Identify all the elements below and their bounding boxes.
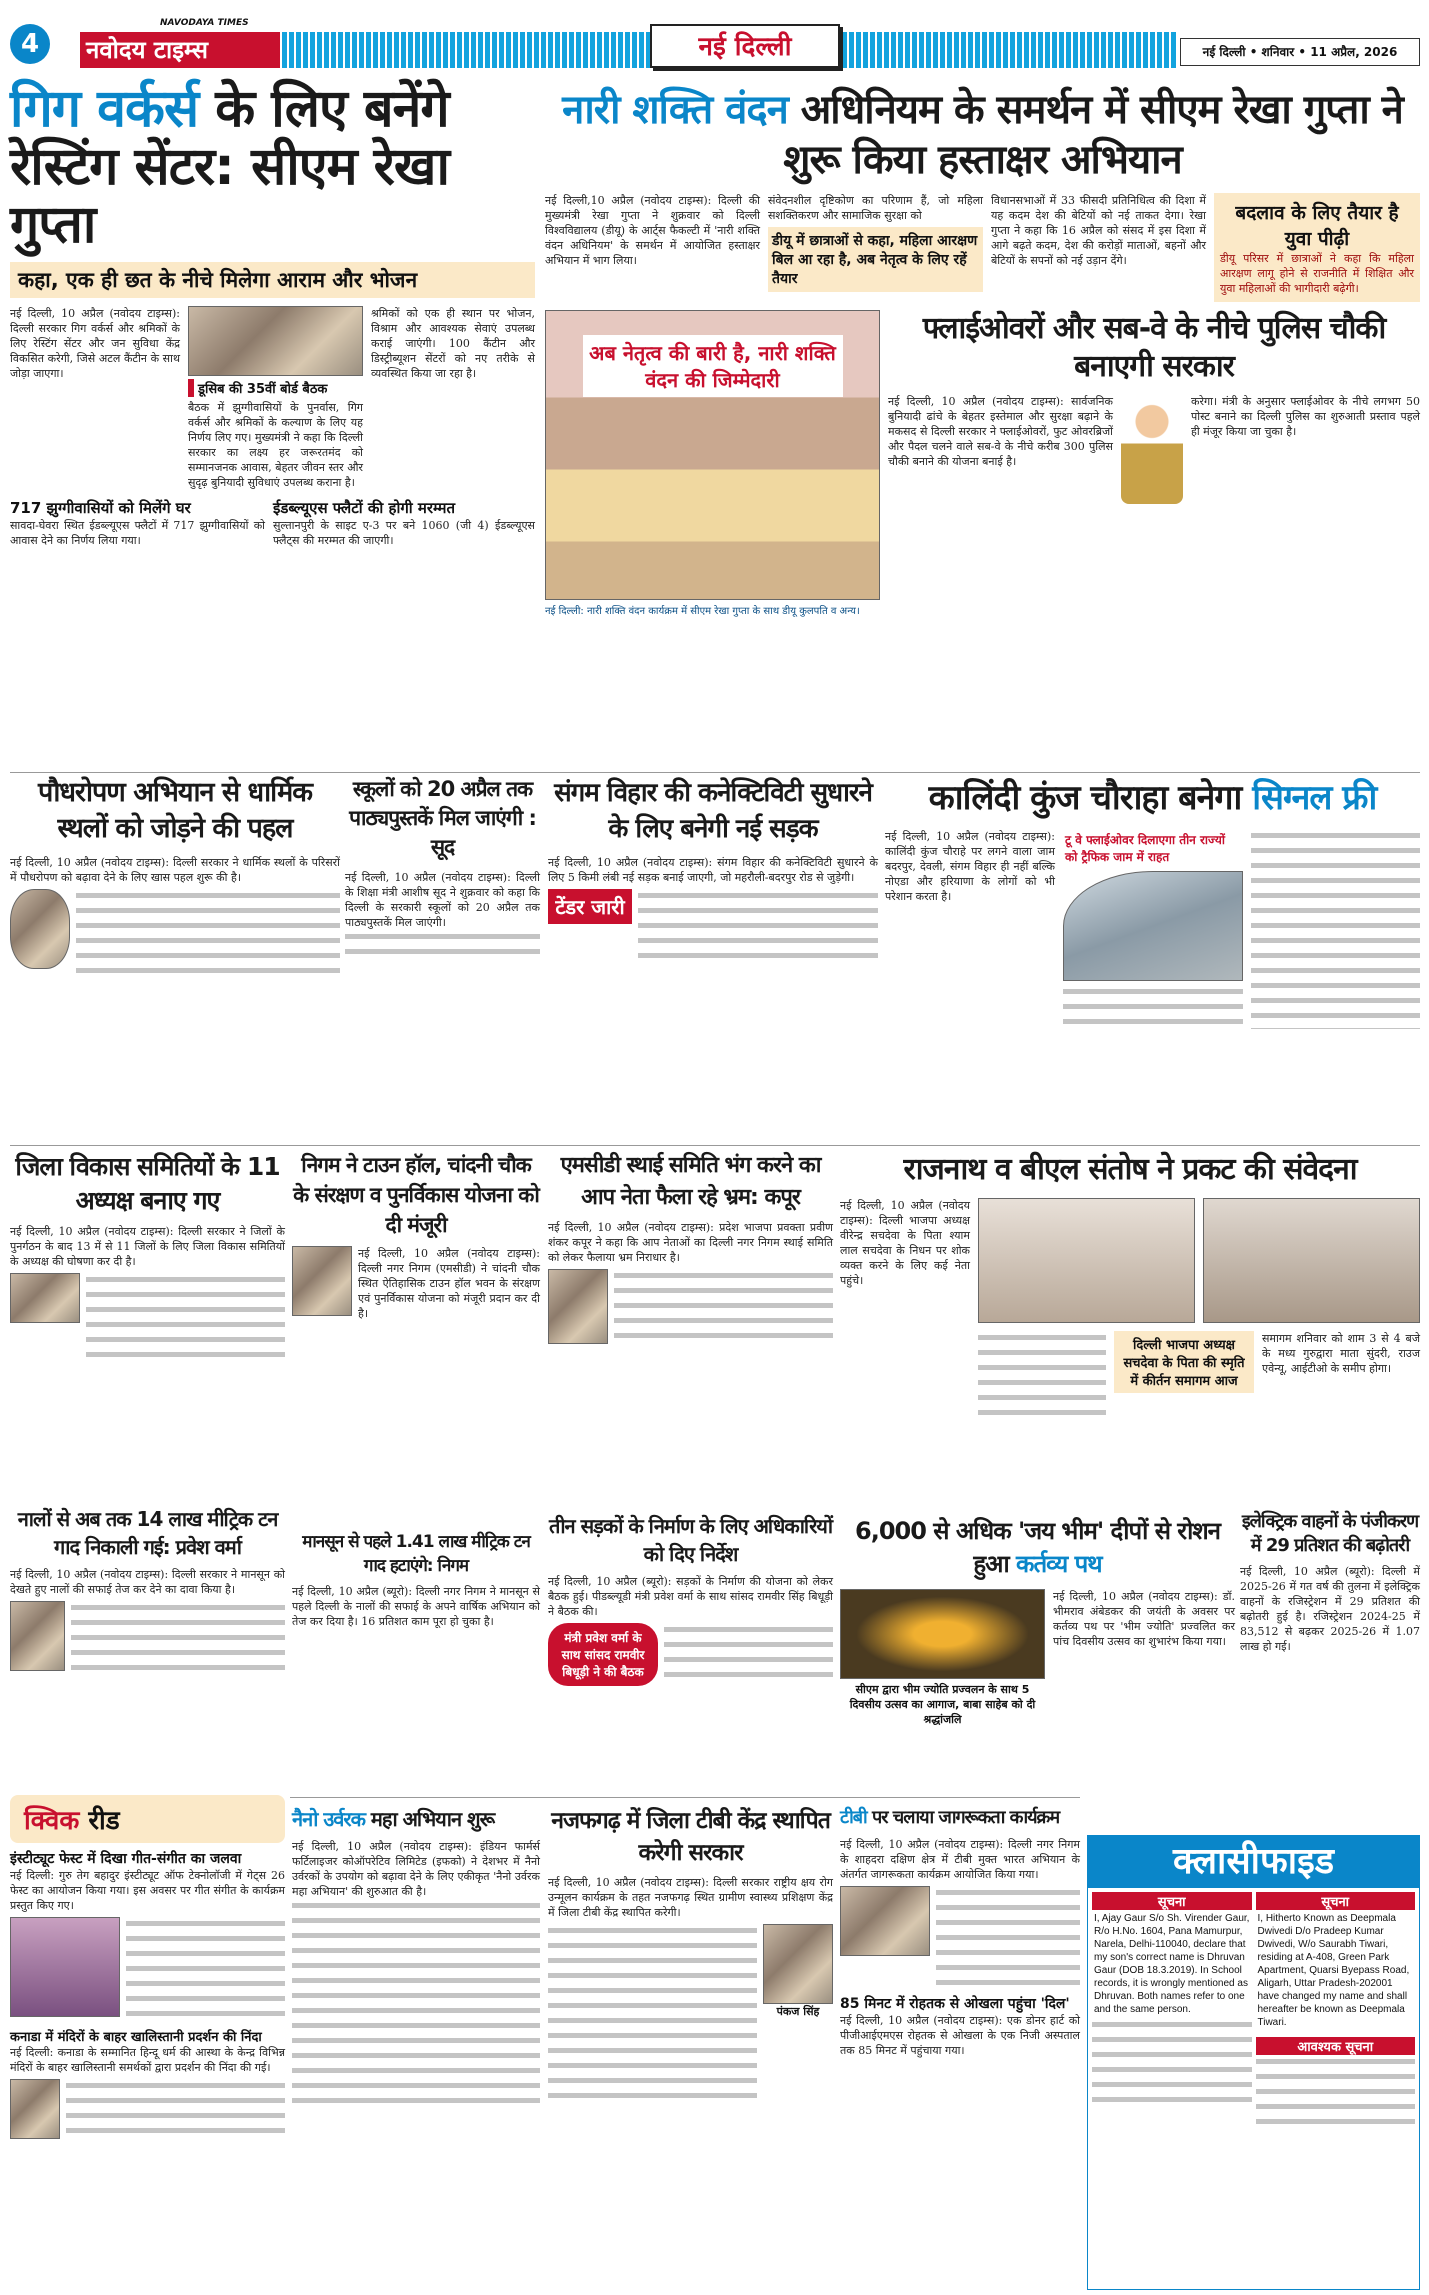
headline: निगम ने टाउन हॉल, चांदनी चौक के संरक्षण व पुनर्विकास योजना को दी मंजूरी	[293, 1153, 539, 1237]
lead-text: नई दिल्ली, 10 अप्रैल (नवोदय टाइम्स): डॉ. भीमराव अंबेडकर की जयंती के अवसर पर कर्तव्य पथ पर 'भीम ज्योति' प्रज्वलित कर पांच दिवसीय उत्सव का शुभारंभ किया गया।	[1053, 1590, 1235, 1648]
tag-label: डूसिब की 35वीं बोर्ड बैठक	[188, 379, 363, 397]
portrait-photo	[10, 2079, 60, 2139]
headline-text: पर चलाया जागरूकता कार्यक्रम	[866, 1807, 1060, 1828]
headline: राजनाथ व बीएल संतोष ने प्रकट की संवेदना	[903, 1152, 1357, 1187]
inset-caption: सीएम द्वारा भीम ज्योति प्रज्वलन के साथ 5 दिवसीय उत्सव का आगाज, बाबा साहेब को दी श्रद्धांजलि	[849, 1683, 1036, 1726]
lead-text: नई दिल्ली,10 अप्रैल (नवोदय टाइम्स): दिल्ली की मुख्यमंत्री रेखा गुप्ता ने शुक्रवार को दिल्ली विश्वविद्यालय (डीयू) के आर्ट्स फैकल्टी में 'नारी शक्ति वंदन अधिनियम' के समर्थन में आयोजित हस्ताक्षर अभियान में भाग लिया।	[545, 194, 760, 267]
brand-logo: नवोदय टाइम्स	[80, 32, 280, 68]
dateline: नई दिल्ली • शनिवार • 11 अप्रैल, 2026	[1180, 38, 1420, 66]
lead-text: नई दिल्ली, 10 अप्रैल (नवोदय टाइम्स): दिल्ली सरकार ने धार्मिक स्थलों के परिसरों में पौधरोपण को बढ़ावा देने के लिए खास पहल शुरू की है।	[10, 856, 340, 884]
headline: फ्लाईओवरों और सब-वे के नीचे पुलिस चौकी बनाएगी सरकार	[922, 311, 1386, 384]
notice-text: I, Ajay Gaur S/o Sh. Virender Gaur, R/o H.No. 1604, Pana Mamurpur, Narela, Delhi-110040, declare that my son's correct name is Dhruvan Gaur (DOB 18.3.2019). In School records, it is wrongly mentioned as Dhruvan. Both names refer to one and the same person.	[1094, 1913, 1250, 2015]
minister-photo-block	[763, 1924, 833, 2019]
notice-text: I, Hitherto Known as Deepmala Dwivedi D/o Pradeep Kumar Dwivedi, W/o Saurabh Tiwari, residing at A-408, Green Park Apartment, Quarsi Byepass Road, Aligarh, Uttar Pradesh-202001 have changed my name and shall hereafter be known as Deepmala Tiwari.	[1257, 1913, 1410, 2028]
rajnath-right	[978, 1198, 1420, 1421]
body-text: बैठक में झुग्गीवासियों के पुनर्वास, गिग वर्कर्स और श्रमिकों के कल्याण के लिए यह निर्णय लिए गए। मुख्यमंत्री ने कहा कि दिल्ली सरकार का लक्ष्य हर जरूरतमंद को सम्मानजनक आवास, बेहतर जीवन स्तर और सुदृढ़ बुनियादी सुविधाएं उपलब्ध कराना है।	[188, 401, 363, 489]
kalindi-col2	[1063, 829, 1243, 1030]
headline	[840, 1805, 1080, 1831]
text-filler	[71, 1601, 285, 1676]
kalindi-col1	[885, 829, 1055, 904]
event-photo-block	[545, 310, 880, 617]
body-text: करेगा। मंत्री के अनुसार फ्लाईओवर के नीचे लगभग 50 पोस्ट बनाने का दिल्ली पुलिस का शुरुआती प्रस्ताव पहले ही मंजूर किया जा चुका है।	[1191, 395, 1420, 438]
text-filler	[614, 1269, 833, 1344]
article-nano-fertilizer	[292, 1805, 540, 2109]
photo-caption: पंकज सिंह	[776, 2005, 820, 2018]
notice-heading: सूचना	[1092, 1892, 1252, 1910]
body-text: श्रमिकों को एक ही स्थान पर भोजन, विश्राम और आवश्यक सेवाएं उपलब्ध कराई जाएंगी। 100 कैंटीन और डिस्ट्रीब्यूशन सेंटरों को नए तरीके से व्यवस्थित किया जा रहा है।	[371, 307, 535, 380]
article-kalindi-kunj	[885, 775, 1420, 1030]
subheadline: कहा, एक ही छत के नीचे मिलेगा आराम और भोजन	[10, 262, 535, 298]
lead-text: नई दिल्ली, 10 अप्रैल (नवोदय टाइम्स): दिल्ली भाजपा अध्यक्ष वीरेन्द्र सचदेवा के पिता श्याम लाल सचदेवा के निधन पर शोक व्यक्त करने के लिए कई नेता पहुंचे।	[840, 1199, 970, 1287]
headline-highlight: टीबी	[840, 1807, 867, 1828]
headline-text: के लिए बनेंगे रेस्टिंग सेंटर: सीएम रेखा गुप्ता	[10, 79, 449, 255]
headline: मानसून से पहले 1.41 लाख मीट्रिक टन गाद हटाएंगे: निगम	[302, 1532, 530, 1576]
lead-text: नई दिल्ली, 10 अप्रैल (नवोदय टाइम्स): प्रदेश भाजपा प्रवक्ता प्रवीण शंकर कपूर ने कहा कि आप नेताओं का दिल्ली नगर निगम स्थाई समिति को लेकर फैलाया भ्रम निराधार है।	[548, 1221, 833, 1264]
inset-meeting: मंत्री प्रवेश वर्मा के साथ सांसद रामवीर बिधूड़ी ने की बैठक	[548, 1623, 658, 1686]
flyover-col2	[1191, 394, 1420, 439]
quick-read-section	[10, 1795, 285, 2139]
lead-text: नई दिल्ली, 10 अप्रैल (नवोदय टाइम्स): संगम विहार की कनेक्टिविटी सुधारने के लिए 5 किमी लंबी नई सड़क बनाई जाएगी, जो महरौली-बदरपुर रोड से जुड़ेगी।	[548, 856, 878, 884]
lead-text: नई दिल्ली, 10 अप्रैल (ब्यूरो): दिल्ली नगर निगम ने मानसून से पहले दिल्ली के नालों की सफाई के अपने वार्षिक अभियान को तेज कर दिया है। 16 प्रतिशत काम पूरा हो चुका है।	[292, 1585, 540, 1628]
text-filler	[978, 1331, 1106, 1421]
condolence-photo-2	[1203, 1198, 1420, 1323]
headline-text: 6,000 से अधिक 'जय भीम' दीपों से रोशन हुआ	[855, 1517, 1220, 1578]
nari-col2	[768, 193, 983, 292]
classified-notice-2	[1256, 1892, 1416, 2125]
headline	[10, 80, 535, 254]
box-text: सावदा-घेवरा स्थित ईडब्ल्यूएस फ्लैटों में 717 झुग्गीवासियों को आवास देने का निर्णय लिया गया।	[10, 519, 265, 547]
article-district-committees	[10, 1150, 285, 1363]
text-filler	[638, 889, 878, 964]
jai-bhim-photo-block	[840, 1589, 1045, 1727]
lead-text: नई दिल्ली, 10 अप्रैल (नवोदय टाइम्स): दिल्ली नगर निगम (एमसीडी) ने चांदनी चौक स्थित ऐतिहासिक टाउन हॉल भवन के संरक्षण एवं पुनर्विकास योजना को मंजूरी प्रदान कर दी है।	[358, 1247, 540, 1320]
gig-col2	[188, 306, 363, 490]
lead-text: नई दिल्ली, 10 अप्रैल (नवोदय टाइम्स): दिल्ली सरकार गिग वर्कर्स और श्रमिकों के लिए रेस्टिंग सेंटर और जन सुविधा केंद्र विकसित करेगी, जिसे अटल कैंटीन के साथ जोड़ा जाएगा।	[10, 307, 180, 380]
lead-text: नई दिल्ली, 10 अप्रैल (नवोदय टाइम्स): दिल्ली सरकार ने मानसून को देखते हुए नालों की सफाई तेज कर देने का दावा किया है।	[10, 1568, 285, 1596]
text-filler	[292, 1899, 540, 2109]
lead-text: नई दिल्ली, 10 अप्रैल (नवोदय टाइम्स): दिल्ली सरकार राष्ट्रीय क्षय रोग उन्मूलन कार्यक्रम के तहत नजफगढ़ स्थित ग्रामीण स्वास्थ्य प्रशिक्षण केंद्र में जिला टीबी केंद्र स्थापित करेगी।	[548, 1876, 833, 1919]
inset-quote: टू वे फ्लाईओवर दिलाएगा तीन राज्यों को ट्रैफिक जाम में राहत	[1065, 833, 1225, 864]
headline-text: महा अभियान शुरू	[364, 1807, 495, 1831]
event-photo	[545, 310, 880, 600]
body-text: विधानसभाओं में 33 फीसदी प्रतिनिधित्व की दिशा में यह कदम देश की बेटियों को नई ताकत देगा। रेखा गुप्ता ने कहा कि 16 अप्रैल को संसद में इस दिशा में आगे बढ़ते कदम, देश की करोड़ों माताओं, बहनों और बेटियों के सपनों को नई उड़ान देंगे।	[991, 194, 1206, 267]
text-filler	[345, 930, 540, 960]
headline	[840, 1515, 1235, 1581]
classified-notice-1	[1092, 1892, 1252, 2125]
rajnath-col1	[840, 1198, 970, 1288]
sidebar-text: डीयू परिसर में छात्राओं ने कहा कि महिला आरक्षण लागू होने से राजनीति में शिक्षित और युवा महिलाओं की भागीदारी बढ़ेगी।	[1220, 252, 1414, 295]
headline: नालों से अब तक 14 लाख मीट्रिक टन गाद निकाली गई: प्रवेश वर्मा	[17, 1507, 278, 1559]
caption-text: नई दिल्ली: नारी शक्ति वंदन कार्यक्रम में सीएम रेखा गुप्ता के साथ डीयू कुलपति व अन्य।	[545, 606, 860, 617]
lead-text: नई दिल्ली, 10 अप्रैल (नवोदय टाइम्स): दिल्ली के शिक्षा मंत्री आशीष सूद ने शुक्रवार को कहा कि दिल्ली के सरकारी स्कूलों को 20 अप्रैल तक पाठ्यपुस्तकें मिल जाएंगी।	[345, 871, 540, 929]
photo-caption	[545, 603, 880, 617]
text-filler	[548, 1924, 757, 2104]
tender-badge: टेंडर जारी	[548, 889, 632, 924]
quick-item-title: कनाडा में मंदिरों के बाहर खालिस्तानी प्रदर्शन की निंदा	[10, 2030, 262, 2045]
box-ews	[273, 498, 535, 548]
quick-item-text: नई दिल्ली: गुरु तेग बहादुर इंस्टीट्यूट ऑफ टेक्नोलॉजी में गेट्स 26 फेस्ट का आयोजन किया गया। इस अवसर पर गीत संगीत के कार्यक्रम प्रस्तुत किए गए।	[10, 1869, 285, 1912]
masthead	[0, 0, 1429, 75]
subarticle-title: 85 मिनट में रोहतक से ओखला पहुंचा 'दिल'	[840, 1996, 1070, 2012]
headline-text: कालिंदी कुंज चौराहा बनेगा	[928, 778, 1253, 818]
lead-text: नई दिल्ली, 10 अप्रैल (नवोदय टाइम्स): इंडियन फार्मर्स फर्टिलाइजर कोऑपरेटिव लिमिटेड (इफको) ने देशभर में नैनो उर्वरकों के उपयोग को बढ़ावा देने के लिए एकीकृत 'नैनो उर्वरक महा अभियान' की शुरुआत की है।	[292, 1840, 540, 1898]
classified-title: क्लासीफाइड	[1088, 1836, 1419, 1888]
page-number: 4	[10, 24, 50, 64]
article-jai-bhim	[840, 1515, 1235, 1727]
article-plantation	[10, 775, 340, 979]
inset-quote: डीयू में छात्राओं से कहा, महिला आरक्षण बिल आ रहा है, अब नेतृत्व के लिए रहें तैयार	[768, 227, 983, 292]
lead-text: नई दिल्ली, 10 अप्रैल (नवोदय टाइम्स): सार्वजनिक बुनियादी ढांचे के बेहतर इस्तेमाल और सुरक्षा बढ़ाने के मकसद से दिल्ली सरकार ने फ्लाईओवरों, फुट ओवरब्रिजों और पैदल चलने वाले सब-वे के नीचे करीब 300 पुलिस चौकी बनाने की योजना बनाई है।	[888, 395, 1113, 468]
article-three-roads	[548, 1512, 833, 1686]
section-tab: नई दिल्ली	[650, 24, 840, 68]
headline: स्कूलों को 20 अप्रैल तक पाठ्यपुस्तकें मिल जाएंगी : सूद	[349, 777, 536, 859]
headline-highlight: नैनो उर्वरक	[292, 1807, 365, 1831]
headline	[292, 1805, 540, 1833]
text-filler	[86, 1273, 285, 1363]
box-title: 717 झुग्गीवासियों को मिलेंगे घर	[10, 499, 191, 517]
text-filler	[66, 2079, 285, 2139]
divider	[10, 772, 1420, 773]
quick-label-red: क्विक	[24, 1806, 80, 1836]
lead-text: नई दिल्ली, 10 अप्रैल (नवोदय टाइम्स): कालिंदी कुंज चौराहे पर लगने वाला जाम बदरपुर, देवली, संगम विहार ही नहीं बल्कि नोएडा और हरियाणा के लोगों को भी परेशान करता है।	[885, 830, 1055, 903]
lead-text: नई दिल्ली, 10 अप्रैल (ब्यूरो): दिल्ली में 2025-26 में गत वर्ष की तुलना में इलेक्ट्रिक वाहनों के रजिस्ट्रेशन में 29 प्रतिशत की बढ़ोतरी हुई है। रजिस्ट्रेशन 2024-25 में 83,512 से बढ़कर 2025-26 में 1.07 लाख हो गई।	[1240, 1565, 1420, 1653]
meeting-photo	[188, 306, 363, 376]
article-mcd-committee	[548, 1150, 833, 1344]
box-text: सुल्तानपुरी के साइट ए-3 पर बने 1060 (जी 4) ईडब्ल्यूएस फ्लैट्स की मरम्मत की जाएगी।	[273, 519, 535, 547]
flyover-col1	[888, 394, 1113, 469]
portrait-photo	[292, 1246, 352, 1316]
notice-heading: आवश्यक सूचना	[1256, 2037, 1416, 2055]
quick-label: रीड	[79, 1806, 120, 1836]
text-filler	[936, 1886, 1080, 1986]
headline: एमसीडी स्थाई समिति भंग करने का आप नेता फैला रहे भ्रम: कपूर	[560, 1153, 821, 1210]
thumbnail-photo	[10, 1273, 80, 1323]
fest-photo	[10, 1917, 120, 2017]
box-717	[10, 498, 265, 548]
headline	[545, 85, 1420, 185]
article-flyover-police	[888, 310, 1420, 504]
article-textbooks	[345, 775, 540, 960]
awareness-photo	[840, 1886, 930, 1956]
article-drains-silt	[10, 1505, 285, 1676]
gig-col1	[10, 306, 180, 381]
lead-text: नई दिल्ली, 10 अप्रैल (नवोदय टाइम्स): दिल्ली नगर निगम के शाहदरा दक्षिण क्षेत्र में टीबी मुक्त भारत अभियान के अंतर्गत जागरूकता कार्यक्रम आयोजित किया गया।	[840, 1838, 1080, 1881]
article-gig-workers	[10, 80, 535, 548]
headline-highlight: कर्तव्य पथ	[1016, 1550, 1102, 1578]
quick-read-header	[10, 1795, 285, 1843]
text-filler	[1256, 2055, 1416, 2125]
headline: नजफगढ़ में जिला टीबी केंद्र स्थापित करेगी सरकार	[551, 1808, 830, 1866]
gig-col3	[371, 306, 535, 381]
article-rajnath-condolence	[840, 1150, 1420, 1421]
portrait-photo	[10, 889, 70, 969]
headline: जिला विकास समितियों के 11 अध्यक्ष बनाए गए	[15, 1152, 280, 1215]
body-text: संवेदनशील दृष्टिकोण का परिणाम हैं, जो महिला सशक्तिकरण और सामाजिक सुरक्षा को	[768, 194, 983, 222]
lead-text: नई दिल्ली, 10 अप्रैल (नवोदय टाइम्स): दिल्ली सरकार ने जिलों के पुनर्गठन के बाद 13 में से 11 जिलों के लिए जिला विकास समितियों के अध्यक्ष की घोषणा कर दी है।	[10, 1225, 285, 1268]
flyover-render-photo	[1063, 871, 1243, 981]
subarticle-text: नई दिल्ली, 10 अप्रैल (नवोदय टाइम्स): एक डोनर हार्ट को पीजीआईएमएस रोहतक से ओखला के एक निजी अस्पताल तक 85 मिनट में पहुंचाया गया।	[840, 2014, 1080, 2057]
portrait-photo	[10, 1601, 65, 1671]
lead-text: नई दिल्ली, 10 अप्रैल (ब्यूरो): सड़कों के निर्माण की योजना को लेकर बैठक हुई। पीडब्ल्यूडी मंत्री प्रवेश वर्मा के साथ सांसद रामवीर सिंह बिधूड़ी ने बैठक की।	[548, 1575, 833, 1618]
text-filler	[1092, 2018, 1252, 2108]
sidebar-title: बदलाव के लिए तैयार है युवा पीढ़ी	[1235, 202, 1399, 250]
text-filler	[126, 1917, 285, 2017]
headline	[885, 775, 1420, 821]
notice-heading: सूचना	[1256, 1892, 1416, 1910]
divider	[290, 1797, 1080, 1798]
headline-text: अधिनियम के समर्थन में सीएम रेखा गुप्ता ने शुरू किया हस्ताक्षर अभियान	[783, 87, 1403, 183]
lamp-photo	[840, 1589, 1045, 1679]
event-banner-text: अब नेतृत्व की बारी है, नारी शक्ति वंदन की जिम्मेदारी	[583, 335, 843, 397]
condolence-photo-1	[978, 1198, 1195, 1323]
portrait-photo	[763, 1924, 833, 2004]
headline-highlight: नारी शक्ति वंदन	[562, 87, 788, 133]
headline: संगम विहार की कनेक्टिविटी सुधारने के लिए बनेगी नई सड़क	[554, 778, 872, 844]
brand-small: NAVODAYA TIMES	[160, 18, 249, 28]
portrait-photo	[548, 1269, 608, 1344]
text-filler	[664, 1623, 833, 1683]
police-cartoon-icon	[1121, 394, 1183, 504]
article-sangam-vihar	[548, 775, 878, 964]
article-town-hall	[292, 1150, 540, 1321]
quick-item-title: इंस्टीट्यूट फेस्ट में दिखा गीत-संगीत का जलवा	[10, 1851, 242, 1867]
headline-highlight: सिग्नल फ्री	[1252, 778, 1377, 818]
quick-item-text: नई दिल्ली: कनाडा के सम्मानित हिन्दू धर्म की आस्था के केन्द्र विभिन्न मंदिरों के बाहर खालिस्तानी समर्थकों द्वारा प्रदर्शन की निंदा की गई।	[10, 2046, 285, 2074]
headline-highlight: गिग वर्कर्स	[10, 79, 199, 139]
classified-section	[1087, 1835, 1420, 2290]
inset-kirtan: दिल्ली भाजपा अध्यक्ष सचदेवा के पिता की स्मृति में कीर्तन समागम आज	[1114, 1331, 1254, 1393]
text-filler	[1063, 985, 1243, 1030]
text-filler	[1251, 829, 1420, 1029]
box-title: ईडब्ल्यूएस फ्लैटों की होगी मरम्मत	[273, 499, 456, 517]
text-filler	[76, 889, 340, 979]
article-nari-shakti	[545, 85, 1420, 617]
article-monsoon-silt	[292, 1530, 540, 1629]
headline: पौधरोपण अभियान से धार्मिक स्थलों को जोड़ने की पहल	[38, 777, 312, 844]
divider	[10, 1145, 1420, 1146]
nari-col3	[991, 193, 1206, 268]
headline: इलेक्ट्रिक वाहनों के पंजीकरण में 29 प्रतिशत की बढ़ोतरी	[1241, 1511, 1419, 1556]
article-tb-awareness	[840, 1805, 1080, 2058]
body-text: समागम शनिवार को शाम 3 से 4 बजे के मध्य गुरुद्वारा माता सुंदरी, राउज एवेन्यू, आईटीओ के समीप होगा।	[1262, 1332, 1420, 1375]
article-najafgarh-tb	[548, 1805, 833, 2104]
nari-col1	[545, 193, 760, 268]
headline: तीन सड़कों के निर्माण के लिए अधिकारियों को दिए निर्देश	[548, 1514, 833, 1566]
article-ev-registration	[1240, 1510, 1420, 1654]
sidebar-youth	[1214, 193, 1420, 302]
